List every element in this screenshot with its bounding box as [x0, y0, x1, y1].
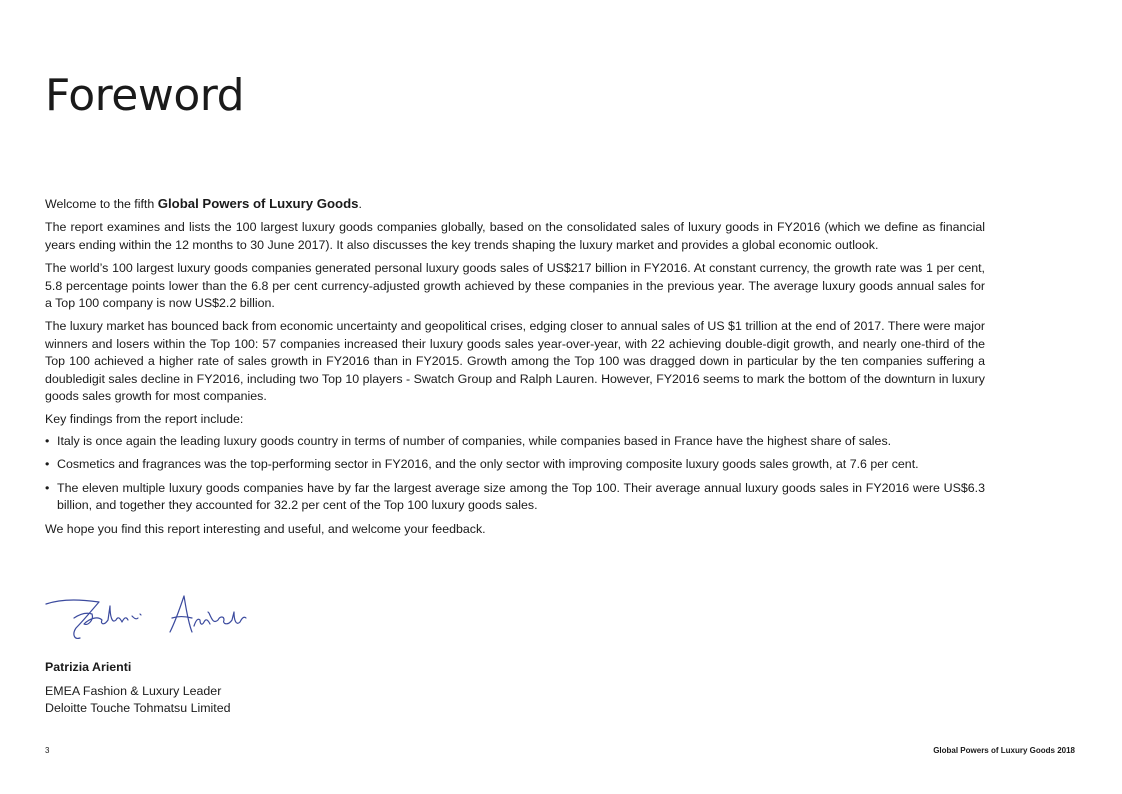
- key-finding-item: • The eleven multiple luxury goods companies have by far the largest average size among the Top 100. Their average annual luxury goods sales in FY2016 were US$6.3 billion, and together they accounted for 32.2 per cent of the Top 100 luxury goods sales.: [45, 480, 985, 515]
- signer-company: Deloitte Touche Tohmatsu Limited: [45, 701, 231, 716]
- signer-block: [45, 659, 231, 718]
- paragraph-sales: The world’s 100 largest luxury goods companies generated personal luxury goods sales of US$217 billion in FY2016. At constant currency, the growth rate was 1 per cent, 5.8 percentage points lower than the 6.8 per cent currency-adjusted growth achieved by these companies in the previous year. The average luxury goods annual sales for a Top 100 company is now US$2.2 billion.: [45, 261, 985, 311]
- foreword-body: [45, 195, 985, 544]
- signature-stroke: [132, 614, 141, 619]
- page-title: Foreword: [45, 70, 245, 121]
- intro-lead: Welcome to the fifth: [45, 197, 158, 211]
- signer-name: Patrizia Arienti: [45, 660, 132, 674]
- report-name: Global Powers of Luxury Goods: [157, 196, 359, 211]
- page-number: 3: [45, 746, 50, 755]
- paragraph-market: The luxury market has bounced back from economic uncertainty and geopolitical crises, edging closer to annual sales of US $1 trillion at the end of 2017. There were major winners and losers within the Top 100: 57 companies increased their luxury goods sales year-over-year, with 22 achieving double-digit growth, and nearly one-third of the Top 100 achieved a higher rate of sales growth in FY2016 than in FY2015. Growth among the Top 100 was dragged down in particular by the ten companies suffering a doubledigit sales decline in FY2016, including two Top 10 players - Swatch Group and Ralph Lauren. However, FY2016 seems to mark the bottom of the downturn in luxury goods sales growth for most companies.: [45, 319, 985, 404]
- signature-stroke: [194, 612, 246, 626]
- intro-paragraph: [45, 195, 985, 213]
- key-findings-heading: Key findings from the report include:: [45, 412, 244, 427]
- paragraph-scope: The report examines and lists the 100 largest luxury goods companies globally, based on the consolidated sales of luxury goods in FY2016 (which we define as financial years ending within the 12 months to 30 June 2017). It also discusses the key trends shaping the luxury market and provides a global economic outlook.: [45, 220, 985, 252]
- intro-end: .: [358, 197, 362, 211]
- signature-stroke: [170, 596, 192, 632]
- closing-paragraph: We hope you find this report interesting and useful, and welcome your feedback.: [45, 521, 486, 536]
- key-finding-item: • Italy is once again the leading luxury goods country in terms of number of companies, while companies based in France have the highest share of sales.: [45, 433, 985, 450]
- key-finding-item: • Cosmetics and fragrances was the top-performing sector in FY2016, and the only sector with improving composite luxury goods sales growth, at 7.6 per cent.: [45, 456, 985, 473]
- key-findings-list: [45, 433, 985, 515]
- footer-title: Global Powers of Luxury Goods 2018: [933, 746, 1075, 755]
- signer-role: EMEA Fashion & Luxury Leader: [45, 683, 222, 698]
- handwritten-signature: [44, 590, 254, 650]
